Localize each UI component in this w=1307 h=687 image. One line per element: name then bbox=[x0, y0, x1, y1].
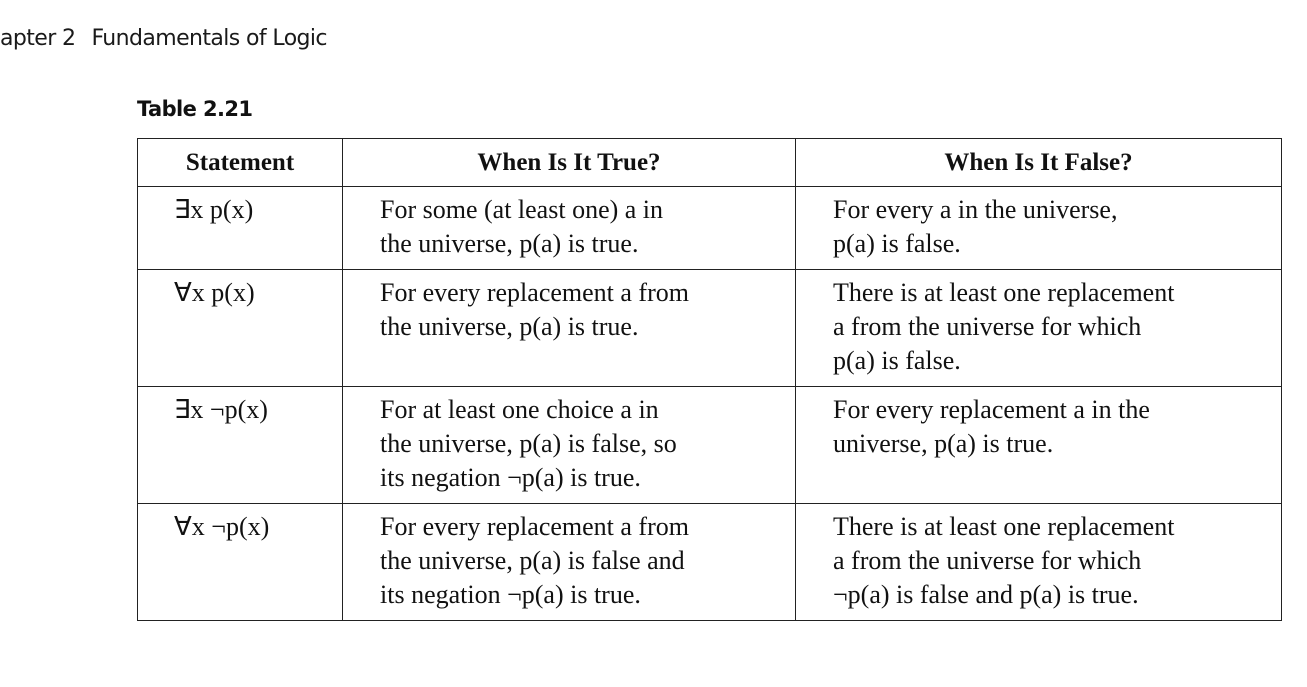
when-true-cell bbox=[343, 187, 796, 270]
cell-line: p(a) is false. bbox=[833, 229, 961, 258]
statement-cell: ∀x p(x) bbox=[138, 270, 343, 387]
chapter-label: apter 2 bbox=[0, 26, 76, 51]
when-true-cell bbox=[343, 270, 796, 387]
cell-line: ¬p(a) is false and p(a) is true. bbox=[833, 580, 1139, 609]
header-when-false: When Is It False? bbox=[796, 139, 1282, 187]
when-false-cell bbox=[796, 270, 1282, 387]
header-when-true: When Is It True? bbox=[343, 139, 796, 187]
table-caption: Table 2.21 bbox=[137, 97, 253, 121]
table-header-row bbox=[138, 139, 1282, 187]
cell-line: There is at least one replacement bbox=[833, 278, 1175, 307]
statement-cell: ∃x p(x) bbox=[138, 187, 343, 270]
table-row bbox=[138, 387, 1282, 504]
chapter-title: Fundamentals of Logic bbox=[91, 26, 327, 51]
cell-line: There is at least one replacement bbox=[833, 512, 1175, 541]
quantifier-table bbox=[137, 138, 1282, 621]
cell-line: For every replacement a in the bbox=[833, 395, 1150, 424]
cell-line: the universe, p(a) is true. bbox=[380, 312, 639, 341]
cell-line: For at least one choice a in bbox=[380, 395, 659, 424]
table-row bbox=[138, 504, 1282, 621]
statement-cell: ∃x ¬p(x) bbox=[138, 387, 343, 504]
cell-line: For every replacement a from bbox=[380, 278, 689, 307]
cell-line: a from the universe for which bbox=[833, 312, 1142, 341]
cell-line: the universe, p(a) is false and bbox=[380, 546, 685, 575]
header-statement: Statement bbox=[138, 139, 343, 187]
when-false-cell bbox=[796, 504, 1282, 621]
cell-line: For every a in the universe, bbox=[833, 195, 1118, 224]
when-false-cell bbox=[796, 387, 1282, 504]
running-head bbox=[0, 26, 327, 51]
table-row bbox=[138, 187, 1282, 270]
table-row bbox=[138, 270, 1282, 387]
when-true-cell bbox=[343, 504, 796, 621]
cell-line: its negation ¬p(a) is true. bbox=[380, 463, 641, 492]
cell-line: For every replacement a from bbox=[380, 512, 689, 541]
cell-line: the universe, p(a) is true. bbox=[380, 229, 639, 258]
cell-line: universe, p(a) is true. bbox=[833, 429, 1054, 458]
cell-line: a from the universe for which bbox=[833, 546, 1142, 575]
cell-line: the universe, p(a) is false, so bbox=[380, 429, 677, 458]
cell-line: For some (at least one) a in bbox=[380, 195, 664, 224]
cell-line: p(a) is false. bbox=[833, 346, 961, 375]
when-true-cell bbox=[343, 387, 796, 504]
statement-cell: ∀x ¬p(x) bbox=[138, 504, 343, 621]
cell-line: its negation ¬p(a) is true. bbox=[380, 580, 641, 609]
when-false-cell bbox=[796, 187, 1282, 270]
